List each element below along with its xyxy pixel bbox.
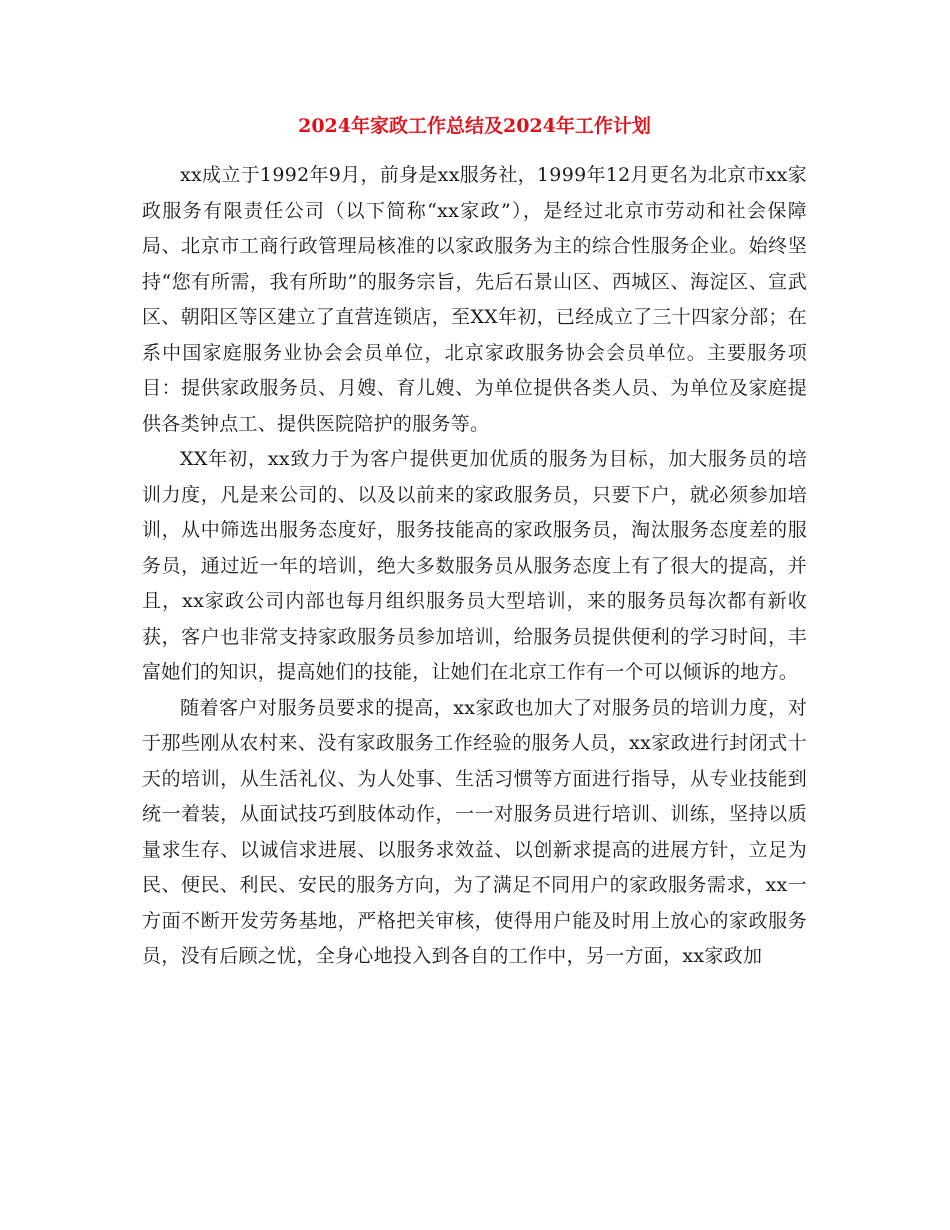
document-page xyxy=(142,112,807,975)
paragraph-training-program: XX年初，xx致力于为客户提供更加优质的服务为目标，加大服务员的培训力度，凡是来公司的、以及以前来的家政服务员，只要下户，就必须参加培训，从中筛选出服务态度好，服务技能高的家政服务员，淘汰服务态度差的服务员，通过近一年的培训，绝大多数服务员从服务态度上有了很大的提高，并且，xx家政公司内部也每月组织服务员大型培训，来的服务员每次都有新收获，客户也非常支持家政服务员参加培训，给服务员提供便利的学习时间，丰富她们的知识，提高她们的技能，让她们在北京工作有一个可以倾诉的地方。 xyxy=(142,448,807,683)
paragraph-company-intro: xx成立于1992年9月，前身是xx服务社，1999年12月更名为北京市xx家政服务有限责任公司（以下简称“xx家政”），是经过北京市劳动和社会保障局、北京市工商行政管理局核准的以家政服务为主的综合性服务企业。始终坚持“您有所需，我有所助”的服务宗旨，先后石景山区、西城区、海淀区、宣武区、朝阳区等区建立了直营连锁店，至XX年初，已经成立了三十四家分部；在系中国家庭服务业协会会员单位，北京家政服务协会会员单位。主要服务项目：提供家政服务员、月嫂、育儿嫂、为单位提供各类人员、为单位及家庭提供各类钟点工、提供医院陪护的服务等。 xyxy=(142,164,807,435)
paragraph-closed-training: 随着客户对服务员要求的提高，xx家政也加大了对服务员的培训力度，对于那些刚从农村来、没有家政服务工作经验的服务人员，xx家政进行封闭式十天的培训，从生活礼仪、为人处事、生活习惯等方面进行指导，从专业技能到统一着装，从面试技巧到肢体动作，一一对服务员进行培训、训练，坚持以质量求生存、以诚信求进展、以服务求效益、以创新求提高的进展方针，立足为民、便民、利民、安民的服务方向，为了满足不同用户的家政服务需求，xx一方面不断开发劳务基地，严格把关审核，使得用户能及时用上放心的家政服务员，没有后顾之忧，全身心地投入到各自的工作中，另一方面，xx家政加 xyxy=(142,696,807,967)
document-title: 2024年家政工作总结及2024年工作计划 xyxy=(298,115,651,137)
